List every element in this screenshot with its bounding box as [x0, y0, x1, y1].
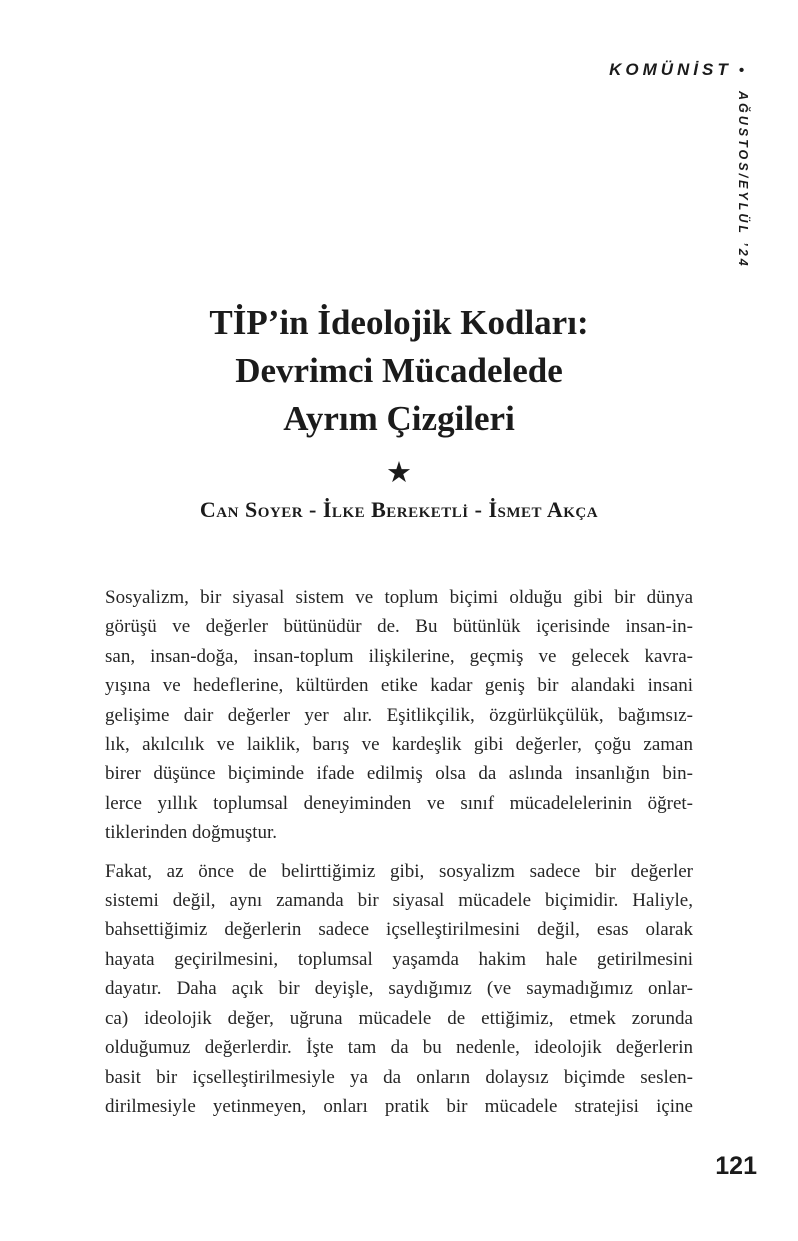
issue-date: AĞUSTOS/EYLÜL ’24 [736, 91, 750, 269]
paragraph-1 [105, 583, 693, 848]
text-line: dirilmesiyle yetinmeyen, onları pratik bir mücadele stratejisi içine [105, 1095, 693, 1117]
text-line: Fakat, az önce de belirttiğimiz gibi, sosyalizm sadece bir değerler [105, 860, 693, 882]
text-line: bahsettiğimiz değerlerin sadece içselleştirilmesini değil, esas olarak [105, 919, 693, 941]
text-line: dayatır. Daha açık bir deyişle, saydığımız (ve saymadığımız onlar- [105, 978, 693, 1000]
paragraph-2 [105, 857, 693, 1122]
text-line: birer düşünce biçiminde ifade edilmiş olsa da aslında insanlığın bin- [105, 763, 693, 785]
text-line: sistemi değil, aynı zamanda bir siyasal mücadele biçimidir. Haliyle, [105, 890, 693, 912]
magazine-title: KOMÜNİST [609, 60, 732, 79]
text-line: Sosyalizm, bir siyasal sistem ve toplum biçimi olduğu gibi bir dünya [105, 587, 693, 608]
text-line: tiklerinden doğmuştur. [105, 822, 278, 844]
text-line: gelişime dair değerler yer alır. Eşitlikçilik, özgürlükçülük, bağımsız- [105, 704, 693, 726]
text-line: basit bir içselleştirilmesiyle ya da onların dolaysız biçimde seslen- [105, 1066, 693, 1088]
text-line: görüşü ve değerler bütünüdür de. Bu bütünlük içerisinde insan-in- [105, 616, 693, 638]
article-authors: Can Soyer - İlke Bereketli - İsmet Akça [199, 497, 599, 522]
text-line: olduğumuz değerlerdir. İşte tam da bu nedenle, ideolojik değerlerin [105, 1037, 693, 1059]
text-line: ca) ideolojik değer, uğruna mücadele de ettiğimiz, etmek zorunda [105, 1007, 693, 1029]
title-line-3: Ayrım Çizgileri [283, 399, 515, 438]
bullet-icon: • [738, 62, 744, 79]
title-line-1: TİP’in İdeolojik Kodları: [209, 303, 589, 342]
star-icon: ★ [386, 455, 412, 489]
article-title [105, 299, 693, 443]
text-line: lık, akılcılık ve laiklik, barış ve kardeşlik gibi değerler, çoğu zaman [105, 734, 693, 756]
masthead [609, 60, 744, 80]
article-body [105, 583, 693, 1121]
text-line: hayata geçirilmesini, toplumsal yaşamda hakim hale getirilmesini [105, 948, 693, 970]
text-line: lerce yıllık toplumsal deneyiminden ve sınıf mücadelelerinin öğret- [105, 792, 693, 814]
page-number: 121 [715, 1152, 757, 1180]
title-line-2: Devrimci Mücadelede [235, 351, 563, 390]
text-line: san, insan-doğa, insan-toplum ilişkilerine, geçmiş ve gelecek kavra- [105, 645, 693, 667]
text-line: yışına ve hedeflerine, kültürden etike kadar geniş bir alandaki insani [105, 675, 693, 697]
